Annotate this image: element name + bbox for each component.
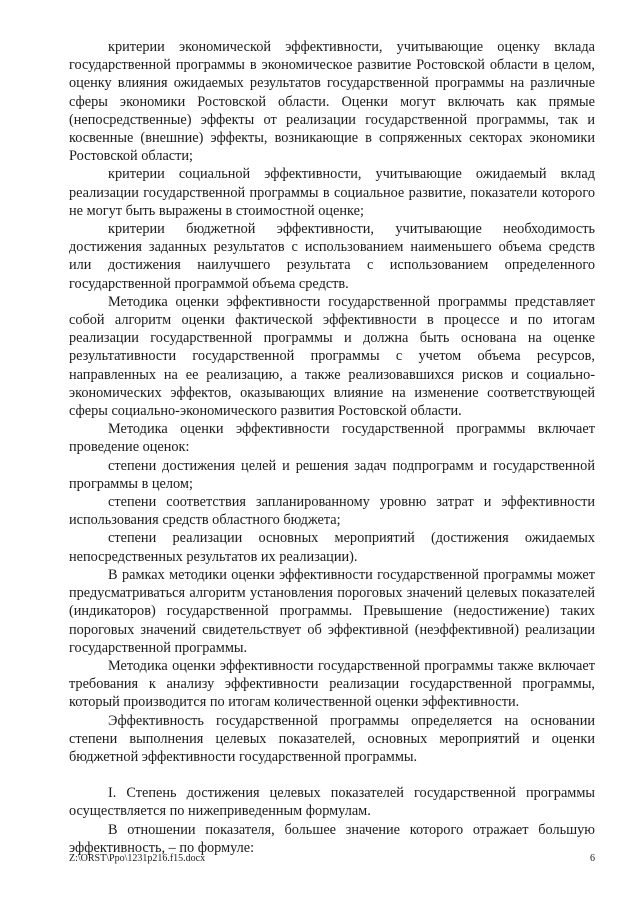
document-body [69, 38, 595, 857]
paragraph-activities-degree: степени реализации основных мероприятий (достижения ожидаемых непосредственных результатов их реализации). [69, 530, 595, 565]
paragraph-formula-intro: В отношении показателя, большее значение которого отражает большую эффективность, – по формуле: [69, 821, 595, 856]
paragraph-economic-criteria: критерии экономической эффективности, учитывающие оценку вклада государственной программы в экономическое развитие Ростовской области в целом, оценку влияния ожидаемых результатов государственной программы на различные сферы экономики Ростовской области. Оценки могут включать как прямые (непосредственные) эффекты от реализации государственной программы, так и косвенные (внешние) эффекты, возникающие в сопряженных секторах экономики Ростовской области; [69, 39, 595, 165]
paragraph-budget-criteria: критерии бюджетной эффективности, учитывающие необходимость достижения заданных результатов с использованием наименьшего объема средств или достижения наилучшего результата с использованием определенного государственной программой объема средств. [69, 221, 595, 292]
paragraph-methodology: Методика оценки эффективности государственной программы представляет собой алгоритм оценки фактической эффективности в процессе и по итогам реализации государственной программы и должна быть основана на оценке результативности государственной программы с учетом объема ресурсов, направленных на ее реализацию, а также реализовавшихся рисков и социально-экономических эффектов, оказывающих влияние на изменение соответствующей сферы социально-экономического развития Ростовской области. [69, 293, 595, 420]
paragraph-efficiency-definition: Эффективность государственной программы определяется на основании степени выполнения целевых показателей, основных мероприятий и оценки бюджетной эффективности государственной программы. [69, 712, 595, 765]
paragraph-section-one: I. Степень достижения целевых показателей государственной программы осуществляется по нижеприведенным формулам. [69, 785, 595, 820]
paragraph-costs-degree: степени соответствия запланированному уровню затрат и эффективности использования средств областного бюджета; [69, 494, 595, 529]
paragraph-analysis-requirements: Методика оценки эффективности государственной программы также включает требования к анализу эффективности реализации государственной программы, который производится по итогам количественной оценки эффективности. [69, 657, 595, 711]
page-number: 6 [590, 853, 595, 864]
paragraph-goals-degree: степени достижения целей и решения задач подпрограмм и государственной программы в целом; [69, 457, 595, 492]
paragraph-thresholds: В рамках методики оценки эффективности государственной программы может предусматриваться алгоритм установления пороговых значений целевых показателей (индикаторов) государственной программы. Превышение (недостижение) таких пороговых значений свидетельствует об эффективной (неэффективной) реализации государственной программы. [69, 566, 595, 656]
file-path: Z:\ORST\Ppo\1231p216.f15.docx [69, 853, 206, 864]
paragraph-assessments-intro: Методика оценки эффективности государственной программы включает проведение оценок: [69, 421, 595, 456]
paragraph-social-criteria: критерии социальной эффективности, учитывающие ожидаемый вклад реализации государственной программы в социальное развитие, показатели которого не могут быть выражены в стоимостной оценке; [69, 166, 595, 219]
